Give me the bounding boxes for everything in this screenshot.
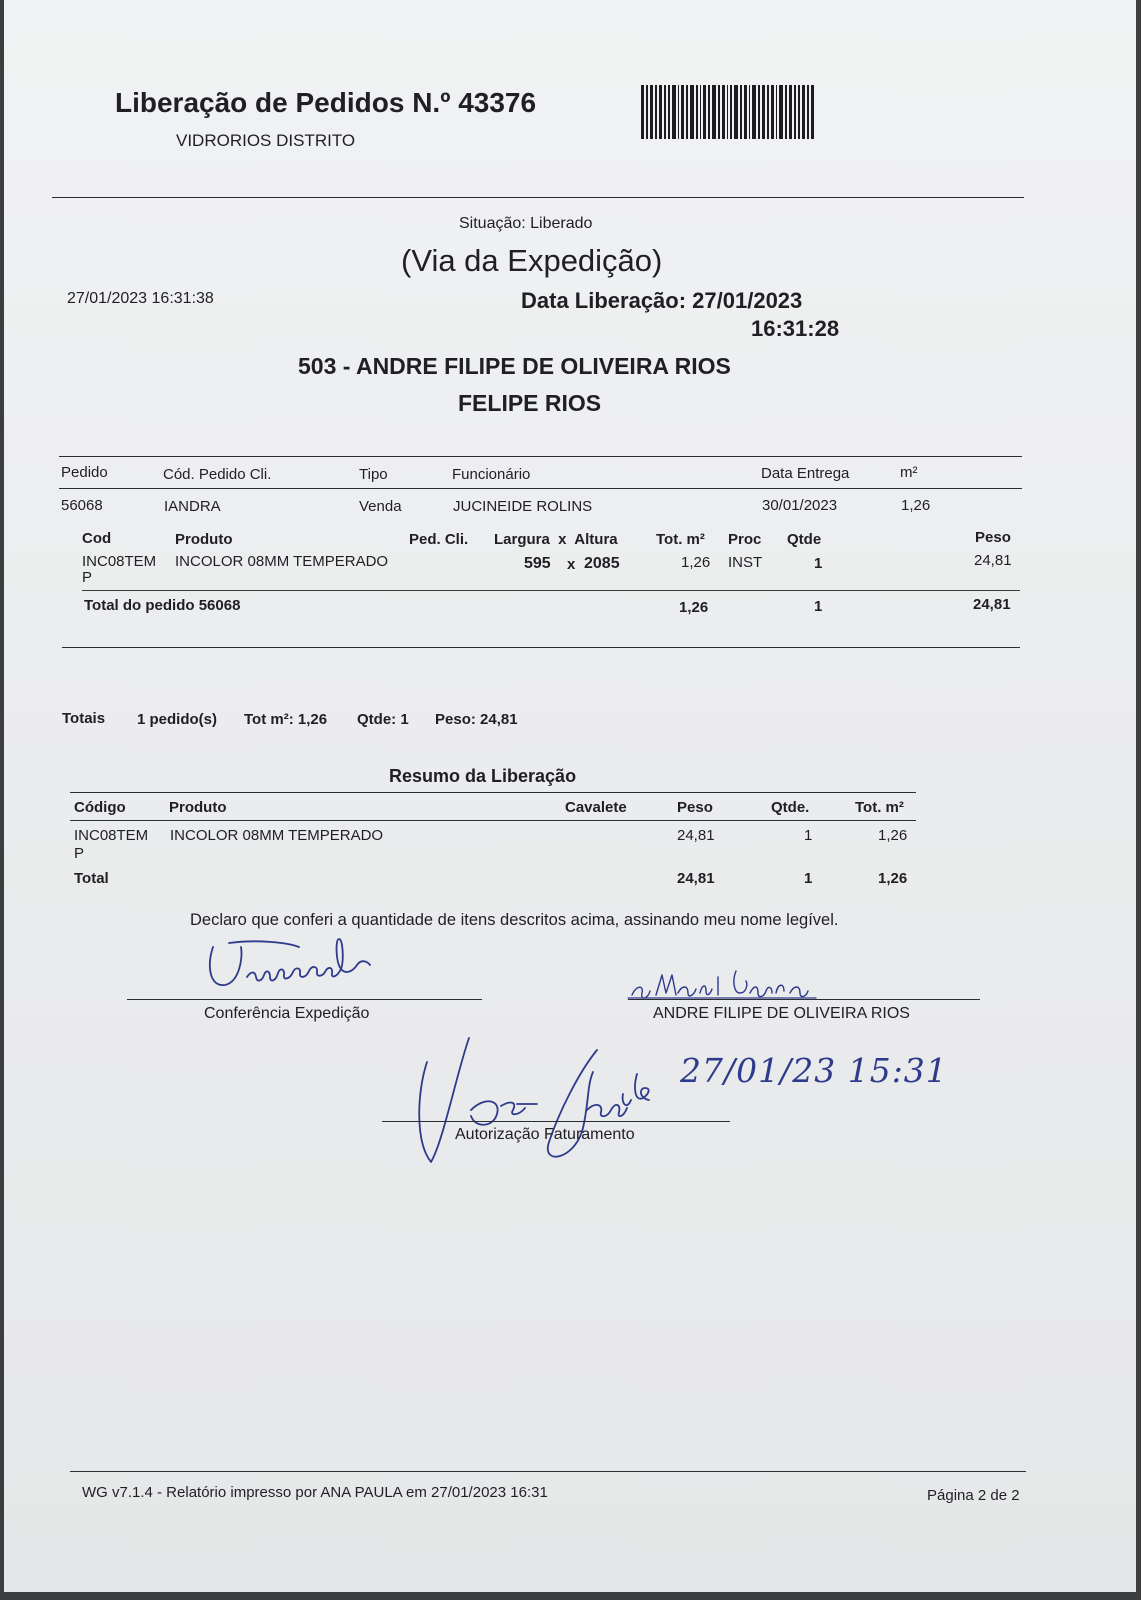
resumo-total-tot-m2: 1,26 <box>878 870 908 887</box>
resumo-header-peso: Peso <box>677 799 713 816</box>
resumo-top-rule <box>70 792 916 793</box>
handwritten-date: 27/01/23 15:31 <box>680 1051 948 1090</box>
situacao-status: Situação: Liberado <box>459 215 593 232</box>
resumo-total-qtde: 1 <box>804 870 813 887</box>
col-header-tipo: Tipo <box>359 466 388 483</box>
resumo-header-codigo: Código <box>74 799 126 816</box>
item-header-ped-cli: Ped. Cli. <box>409 531 469 548</box>
item-header-cod: Cod <box>82 530 112 547</box>
declaration-text: Declaro que conferi a quantidade de itens descritos acima, assinando meu nome legível. <box>190 911 839 929</box>
order-total-tot-m2: 1,26 <box>679 599 709 616</box>
order-table-top-rule <box>59 456 1022 457</box>
resumo-header-produto: Produto <box>169 799 227 816</box>
item-largura: 595 <box>524 555 551 572</box>
header-divider <box>52 197 1024 198</box>
resumo-produto: INCOLOR 08MM TEMPERADO <box>170 827 384 844</box>
order-funcionario: JUCINEIDE ROLINS <box>453 498 593 515</box>
item-cod-line2: P <box>82 569 93 586</box>
order-total-qtde: 1 <box>814 598 823 615</box>
footer-page-number: Página 2 de 2 <box>927 1487 1020 1504</box>
order-tipo: Venda <box>359 498 402 515</box>
resumo-total-label: Total <box>74 870 109 887</box>
footer-rule <box>70 1471 1026 1472</box>
item-header-qtde: Qtde <box>787 531 822 548</box>
autorizacao-signature-line <box>382 1121 730 1122</box>
data-liberacao-time: 16:31:28 <box>751 316 840 341</box>
barcode <box>641 85 816 139</box>
client-signature-line <box>628 999 980 1000</box>
item-peso: 24,81 <box>974 552 1012 569</box>
conferencia-label: Conferência Expedição <box>204 1005 370 1022</box>
item-proc: INST <box>728 554 763 571</box>
conferencia-signature-line <box>127 999 482 1000</box>
totais-peso: Peso: 24,81 <box>435 711 518 728</box>
order-cod-pedido-cli: IANDRA <box>164 498 221 515</box>
footer-printed-by: WG v7.1.4 - Relatório impresso por ANA PAULA em 27/01/2023 16:31 <box>82 1484 548 1501</box>
document-page <box>4 0 1136 1592</box>
item-produto: INCOLOR 08MM TEMPERADO <box>175 553 389 570</box>
item-altura: 2085 <box>584 555 620 572</box>
item-tot-m2: 1,26 <box>681 554 711 571</box>
item-header-largura-altura: Largura x Altura <box>494 531 618 548</box>
resumo-header-qtde: Qtde. <box>771 799 810 816</box>
item-header-peso: Peso <box>975 529 1011 546</box>
item-header-proc: Proc <box>728 531 762 548</box>
order-data-entrega: 30/01/2023 <box>762 497 838 514</box>
resumo-header-tot-m2: Tot. m² <box>855 799 904 816</box>
printed-datetime: 27/01/2023 16:31:38 <box>67 290 214 307</box>
totais-pedidos: 1 pedido(s) <box>137 711 218 728</box>
resumo-title: Resumo da Liberação <box>389 766 577 786</box>
item-header-tot-m2: Tot. m² <box>656 531 705 548</box>
item-cod-line1: INC08TEM <box>82 553 157 570</box>
item-qtde: 1 <box>814 555 823 572</box>
autorizacao-label: Autorização Faturamento <box>455 1126 635 1143</box>
client-name: 503 - ANDRE FILIPE DE OLIVEIRA RIOS <box>298 353 731 379</box>
totais-tot-m2: Tot m²: 1,26 <box>244 711 328 728</box>
client-signature <box>626 965 836 1001</box>
col-header-pedido: Pedido <box>61 464 108 481</box>
order-m2: 1,26 <box>901 497 931 514</box>
totais-qtde: Qtde: 1 <box>357 711 409 728</box>
col-header-funcionario: Funcionário <box>452 466 531 483</box>
resumo-codigo-line2: P <box>74 845 85 862</box>
order-pedido: 56068 <box>61 497 103 514</box>
resumo-tot-m2: 1,26 <box>878 827 908 844</box>
resumo-codigo-line1: INC08TEM <box>74 827 149 844</box>
conferencia-signature <box>199 935 429 1005</box>
col-header-cod-pedido-cli: Cód. Pedido Cli. <box>163 466 272 483</box>
col-header-m2: m² <box>900 464 918 481</box>
resumo-header-cavalete: Cavalete <box>565 799 627 816</box>
item-header-produto: Produto <box>175 531 233 548</box>
resumo-header-rule <box>70 820 916 821</box>
order-table-bottom-rule <box>62 647 1020 648</box>
document-title: Liberação de Pedidos N.º 43376 <box>115 87 537 118</box>
client-alias: FELIPE RIOS <box>458 390 602 416</box>
item-total-rule <box>82 590 1020 591</box>
data-liberacao: Data Liberação: 27/01/2023 <box>521 288 803 313</box>
autorizacao-signature <box>409 1032 669 1167</box>
company-name: VIDRORIOS DISTRITO <box>176 131 356 150</box>
resumo-peso: 24,81 <box>677 827 715 844</box>
resumo-total-peso: 24,81 <box>677 870 715 887</box>
client-signature-label: ANDRE FILIPE DE OLIVEIRA RIOS <box>653 1005 910 1022</box>
item-x: x <box>567 556 576 573</box>
totais-label: Totais <box>62 710 106 727</box>
via-label: (Via da Expedição) <box>401 243 663 278</box>
resumo-qtde: 1 <box>804 827 813 844</box>
col-header-data-entrega: Data Entrega <box>761 465 850 482</box>
order-total-peso: 24,81 <box>973 596 1011 613</box>
order-table-header-rule <box>59 488 1022 489</box>
order-total-label: Total do pedido 56068 <box>84 597 241 614</box>
